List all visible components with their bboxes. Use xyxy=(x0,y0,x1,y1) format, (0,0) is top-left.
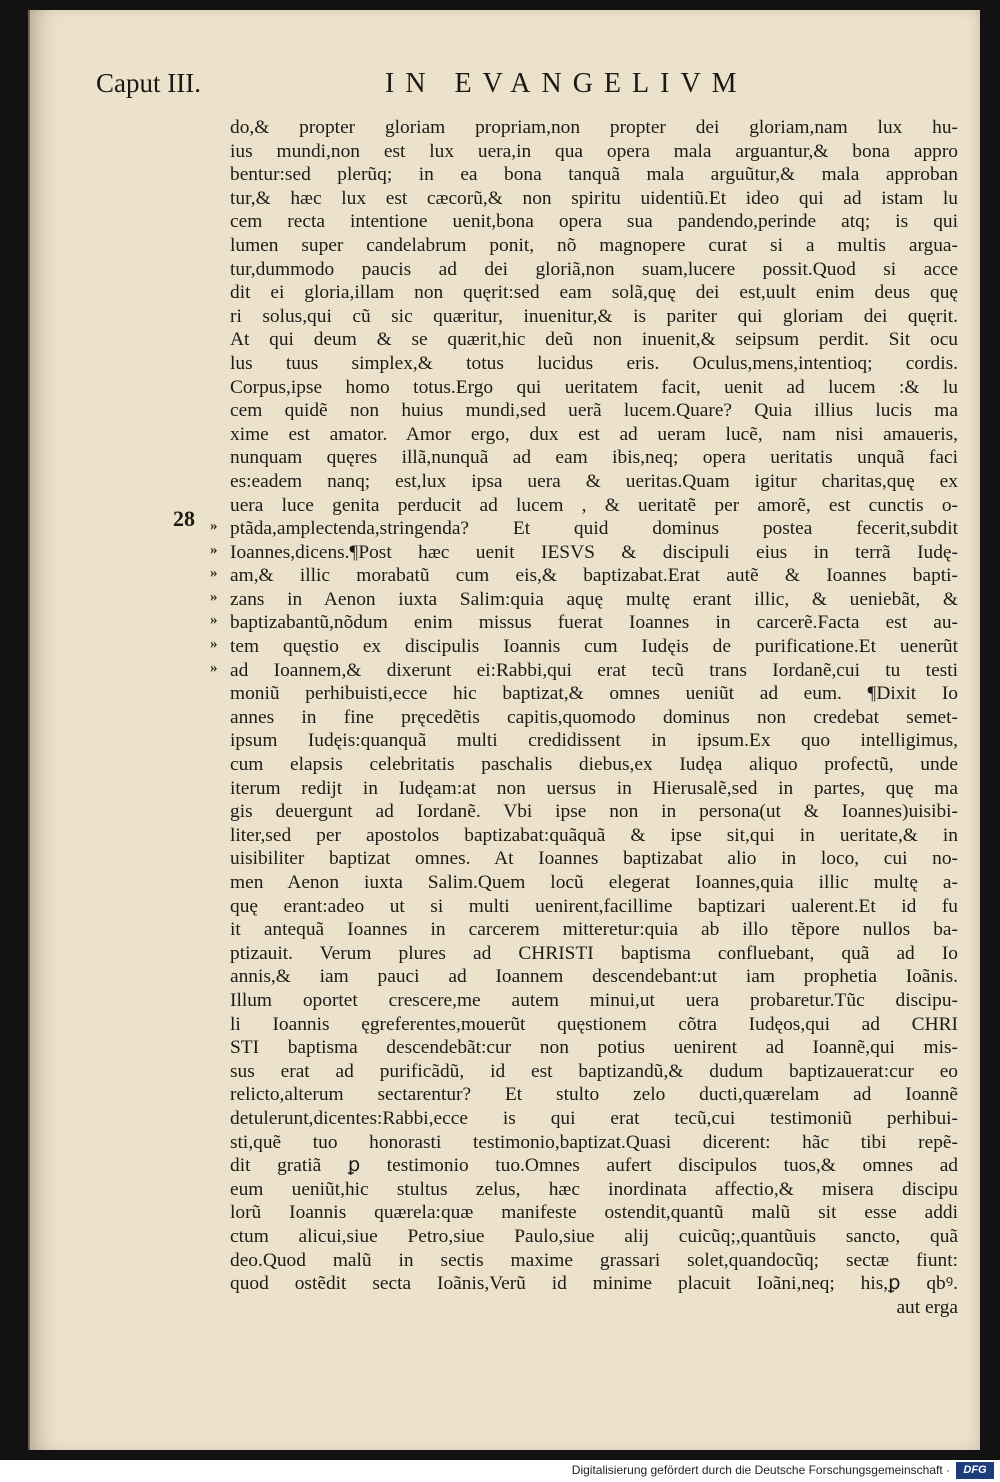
text-line: moniũ perhibuisti,ecce hic baptizat,& omnes ueniũt ad eum. ¶Dixit Io xyxy=(230,683,958,705)
text-line: annes in fine pręcedẽtis capitis,quomodo dominus non credebat semet- xyxy=(230,706,958,728)
text-line: cem recta intentione uenit,bona opera sua pandendo,perinde atq; is qui xyxy=(230,211,958,233)
text-line: it antequã Ioannes in carcerem mitteretur:quia ab illo tẽpore nullos ba- xyxy=(230,919,958,941)
text-line: ri solus,qui cũ sic quæritur, inuenitur,& is pariter qui gloriam dei quęrit. xyxy=(230,305,958,327)
text-line: sti,quẽ tuo honorasti testimonio,baptizat.Quasi dicerent: hãc tibi repẽ- xyxy=(230,1131,958,1153)
text-line: dit ei gloria,illam non quęrit:sed eam solã,quę dei est,uult enim deus quę xyxy=(230,282,958,304)
text-line: quod ostẽdit secta Ioãnis,Verũ id minime placuit Ioãni,neq; his,ꝑ qbꝰ. xyxy=(230,1273,958,1295)
text-line: lumen super candelabrum ponit, nõ magnopere curat si a multis argua- xyxy=(230,234,958,256)
text-line: zans in Aenon iuxta Salim:quia aquę multę erant illic, & ueniebãt, & xyxy=(230,588,958,610)
text-line: quę erant:adeo ut si multi uenirent,facillime baptizari ualerent.Et id fu xyxy=(230,895,958,917)
dfg-logo: DFG xyxy=(956,1462,994,1479)
text-line: xime est amator. Amor ergo, dux est ad ueram lucẽ, nam nisi amaueris, xyxy=(230,423,958,445)
text-line: lus tuus simplex,& totus lucidus eris. Oculus,mens,intentioq; cordis. xyxy=(230,352,958,374)
text-line: ptizauit. Verum plures ad CHRISTI baptisma confluebant, quã ad Io xyxy=(230,942,958,964)
margin-quote-mark: » xyxy=(210,635,218,652)
text-line: ius mundi,non est lux uera,in qua opera mala arguantur,& bona appro xyxy=(230,140,958,162)
text-line: iterum redijt in Iudęam:at non uersus in Hierusalẽ,sed in partes, quę ma xyxy=(230,777,958,799)
running-head-chapter: Caput III. xyxy=(96,68,201,98)
margin-quote-mark: » xyxy=(210,612,218,629)
text-line: gis deuergunt ad Iordanẽ. Vbi ipse non in persona(ut & Ioannes)uisibi- xyxy=(230,801,958,823)
text-line: dit gratiã ꝑ testimonio tuo.Omnes aufert discipulos tuos,& omnes ad xyxy=(230,1155,958,1177)
text-line: tur,dummodo paucis ad dei gloriã,non suam,lucere possit.Quod si acce xyxy=(230,258,958,280)
book-page xyxy=(28,10,980,1450)
text-line: cem quidẽ non huius mundi,sed uerã lucem.Quare? Quia illius lucis ma xyxy=(230,400,958,422)
text-line: do,& propter gloriam propriam,non propter dei gloriam,nam lux hu- xyxy=(230,117,958,138)
text-line: Corpus,ipse homo totus.Ergo qui ueritatem facit, uenit ad lucem :& lu xyxy=(230,376,958,398)
margin-quote-mark: » xyxy=(210,588,218,605)
text-line: uisibiliter baptizat omnes. At Ioannes baptizabat alio in loco, cui no- xyxy=(230,848,958,870)
main-text-block xyxy=(230,116,958,1319)
text-line: li Ioannis ęgreferentes,mouerũt quęstionem cõtra Iudęos,qui ad CHRI xyxy=(230,1013,958,1035)
footer-credit: Digitalisierung gefördert durch die Deutsche Forschungsgemeinschaft · xyxy=(571,1463,950,1477)
text-line: lorũ Ioannis quærela:quæ manifeste ostendit,quantũ malũ sit esse addi xyxy=(230,1202,958,1224)
margin-quote-mark: » xyxy=(210,518,218,534)
margin-quote-mark: » xyxy=(210,565,218,582)
text-line: relicto,alterum sectarentur? Et stulto zelo ducti,quærelam ad Ioannẽ xyxy=(230,1084,958,1106)
text-line: tur,& hæc lux est cæcorũ,& non spiritu uidentiũ.Et ideo qui ad istam lu xyxy=(230,187,958,209)
text-line: At qui deum & se quærit,hic deũ non inuenit,& seipsum perdit. Sit ocu xyxy=(230,329,958,351)
text-line: aut erga xyxy=(896,1296,958,1318)
text-line: cum elapsis celebritatis paschalis diebus,ex Iudęa aliquo profectũ, unde xyxy=(230,754,958,776)
text-line: Ioannes,dicens.¶Post hæc uenit IESVS & discipuli eius in terrã Iudę- xyxy=(230,541,958,563)
text-line: men Aenon iuxta Salim.Quem locũ elegerat Ioannes,quia illic multę a- xyxy=(230,872,958,893)
text-line: ptãda,amplectenda,stringenda? Et quid dominus postea fecerit,subdit xyxy=(230,518,958,540)
text-line: deo.Quod malũ in sectis maxime grassari solet,quandocũq; sectæ fiunt: xyxy=(230,1249,958,1271)
text-line: am,& illic morabatũ cum eis,& baptizabat.Erat autẽ & Ioannes bapti- xyxy=(230,565,958,587)
text-line: es:eadem nanq; est,lux ipsa uera & ueritas.Quam igitur charitas,quę ex xyxy=(230,470,958,492)
margin-verse-number: 28 xyxy=(173,506,195,531)
text-line: annis,& iam pauci ad Ioannem descendebant:ut iam prophetia Ioãnis. xyxy=(230,966,958,988)
text-line: uera luce genita perducit ad lucem , & ueritatẽ per amorẽ, est cunctis o- xyxy=(230,494,958,516)
text-line: ipsum Iudęis:quanquã multi credidissent in ipsum.Ex quo intelligimus, xyxy=(230,730,958,752)
text-line: detulerunt,dicentes:Rabbi,ecce is qui erat tecũ,cui testimoniũ perhibui- xyxy=(230,1107,958,1129)
text-line: STI baptisma descendebãt:cur non potius uenirent ad Ioannẽ,qui mis- xyxy=(230,1037,958,1059)
text-line: ctum alicui,siue Petro,siue Paulo,siue alij cuicũq;,quantũuis sancto, quã xyxy=(230,1225,958,1247)
text-line: nunquam quęres illã,nunquã ad eam ibis,neq; opera ueritatis unquã faci xyxy=(230,447,958,469)
text-line: baptizabantũ,nõdum enim missus fuerat Ioannes in carcerẽ.Facta est au- xyxy=(230,612,958,634)
footer-bar xyxy=(0,1460,1000,1482)
text-line: ad Ioannem,& dixerunt ei:Rabbi,qui erat tecũ trans Iordanẽ,cui tu testi xyxy=(230,659,958,681)
text-line: bentur:sed plerũq; in ea bona tanquã mala arguũtur,& mala approban xyxy=(230,164,958,186)
text-line: Illum oportet crescere,me autem minui,ut uera probaretur.Tũc discipu- xyxy=(230,989,958,1011)
text-line: sus erat ad purificãdũ, id est baptizandũ,& dudum baptizauerat:cur eo xyxy=(230,1060,958,1082)
margin-quote-mark: » xyxy=(210,659,218,676)
text-line: tem quęstio ex discipulis Ioannis cum Iudęis de purificatione.Et uenerũt xyxy=(230,636,958,658)
text-line: liter,sed per apostolos baptizabat:quãquã & ipse sit,qui in ueritate,& in xyxy=(230,824,958,846)
text-line: eum ueniũt,hic stultus zelus, hæc inordinata affectio,& misera discipu xyxy=(230,1178,958,1200)
running-head-title: IN EVANGELIVM xyxy=(385,68,748,99)
margin-quote-mark: » xyxy=(210,541,218,558)
